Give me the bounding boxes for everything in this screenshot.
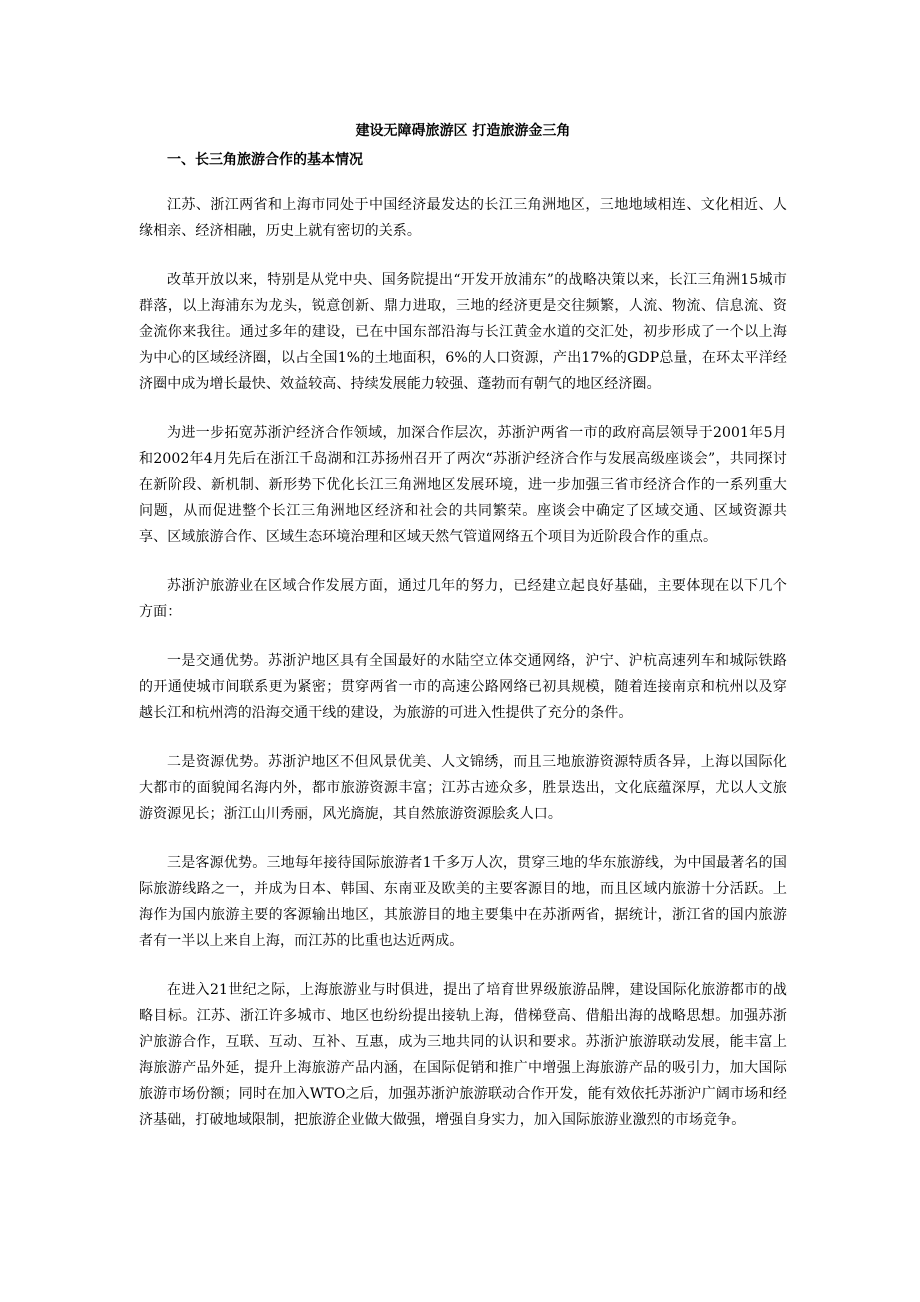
- paragraph-5: 一是交通优势。苏浙沪地区具有全国最好的水陆空立体交通网络，沪宁、沪杭高速列车和城际铁路的开通使城市间联系更为紧密；贯穿两省一市的高速公路网络已初具规模，随着连接南京和杭州以及穿越长江和杭州湾的沿海交通干线的建设，为旅游的可进入性提供了充分的条件。: [139, 653, 787, 721]
- paragraph-6: 二是资源优势。苏浙沪地区不但风景优美、人文锦绣，而且三地旅游资源特质各异，上海以国际化大都市的面貌闻名海内外，都市旅游资源丰富；江苏古迹众多，胜景迭出，文化底蕴深厚，尤以人文旅游资源见长；浙江山川秀丽，风光旖旎，其自然旅游资源脍炙人口。: [139, 754, 787, 822]
- section-heading: 一、长三角旅游合作的基本情况: [167, 152, 363, 168]
- paragraph-4: 苏浙沪旅游业在区域合作发展方面，通过几年的努力，已经建立起良好基础，主要体现在以下几个方面：: [139, 578, 787, 620]
- paragraph-2: 改革开放以来，特别是从党中央、国务院提出“开发开放浦东”的战略决策以来，长江三角洲15城市群落，以上海浦东为龙头，锐意创新、鼎力进取，三地的经济更是交往频繁，人流、物流、信息流、资金流你来我往。通过多年的建设，已在中国东部沿海与长江黄金水道的交汇处，初步形成了一个以上海为中心的区域经济圈，以占全国1%的土地面积，6%的人口资源，产出17%的GDP总量，在环太平洋经济圈中成为增长最快、效益较高、持续发展能力较强、蓬勃而有朝气的地区经济圈。: [139, 272, 787, 392]
- document-page: [139, 120, 787, 1156]
- paragraph-3: 为进一步拓宽苏浙沪经济合作领域，加深合作层次，苏浙沪两省一市的政府高层领导于2001年5月和2002年4月先后在浙江千岛湖和江苏扬州召开了两次“苏浙沪经济合作与发展高级座谈会”，共同探讨在新阶段、新机制、新形势下优化长江三角洲地区发展环境，进一步加强三省市经济合作的一系列重大问题，从而促进整个长江三角洲地区经济和社会的共同繁荣。座谈会中确定了区域交通、区域资源共享、区域旅游合作、区域生态环境治理和区域天然气管道网络五个项目为近阶段合作的重点。: [139, 425, 787, 545]
- paragraph-7: 三是客源优势。三地每年接待国际旅游者1千多万人次，贯穿三地的华东旅游线，为中国最著名的国际旅游线路之一，并成为日本、韩国、东南亚及欧美的主要客源目的地，而且区域内旅游十分活跃。上海作为国内旅游主要的客源输出地区，其旅游目的地主要集中在苏浙两省，据统计，浙江省的国内旅游者有一半以上来自上海，而江苏的比重也达近两成。: [139, 855, 787, 949]
- paragraph-8: 在进入21世纪之际，上海旅游业与时俱进，提出了培育世界级旅游品牌，建设国际化旅游都市的战略目标。江苏、浙江许多城市、地区也纷纷提出接轨上海，借梯登高、借船出海的战略思想。加强苏浙沪旅游合作，互联、互动、互补、互惠，成为三地共同的认识和要求。苏浙沪旅游联动发展，能丰富上海旅游产品外延，提升上海旅游产品内涵，在国际促销和推广中增强上海旅游产品的吸引力，加大国际旅游市场份额；同时在加入WTO之后，加强苏浙沪旅游联动合作开发，能有效依托苏浙沪广阔市场和经济基础，打破地域限制，把旅游企业做大做强，增强自身实力，加入国际旅游业激烈的市场竞争。: [139, 982, 787, 1128]
- document-title: 建设无障碍旅游区 打造旅游金三角: [355, 123, 571, 139]
- paragraph-1: 江苏、浙江两省和上海市同处于中国经济最发达的长江三角洲地区，三地地域相连、文化相近、人缘相亲、经济相融，历史上就有密切的关系。: [139, 197, 787, 239]
